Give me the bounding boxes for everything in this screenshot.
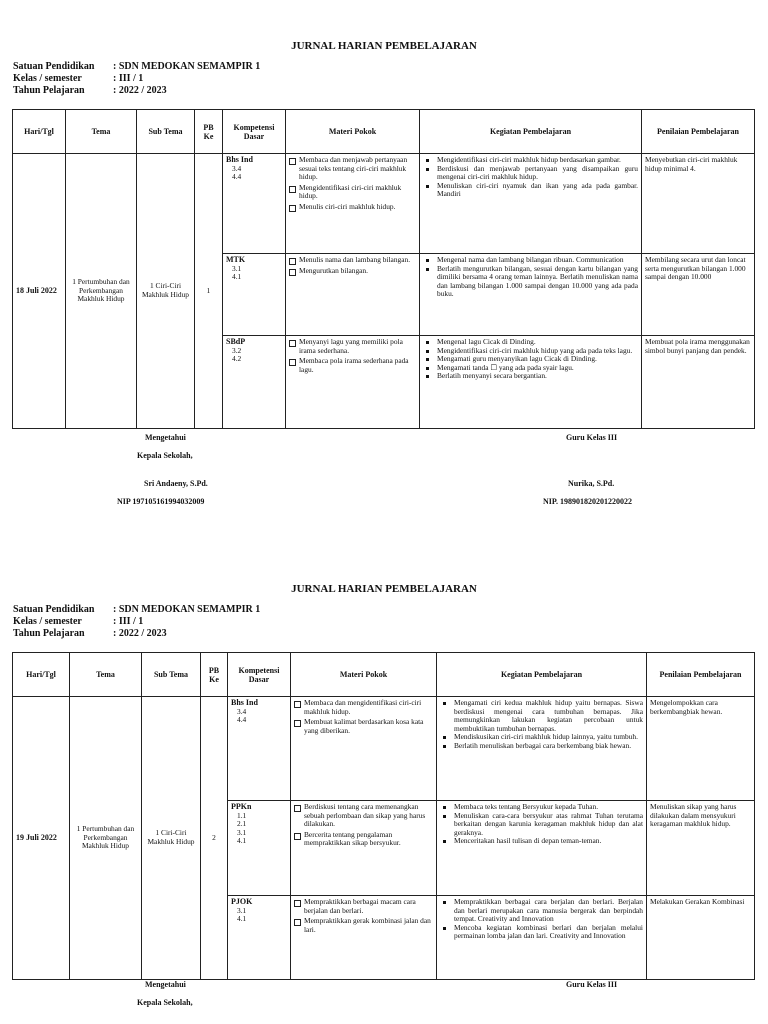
kd-subject: SBdP <box>226 337 246 346</box>
kd-cell <box>228 697 291 801</box>
tema-cell: 1 Pertumbuhan dan Perkembangan Makhluk Hidup <box>66 154 137 429</box>
kd-code: 4.4 <box>232 172 242 182</box>
materi-item: Mengurutkan bilangan. <box>289 267 416 276</box>
materi-item: Membaca pola irama sederhana pada lagu. <box>289 357 416 374</box>
header-subtema: Sub Tema <box>142 653 201 697</box>
sign-kepala-sekolah: Kepala Sekolah, <box>137 451 193 460</box>
kegiatan-item: Mendiskusikan ciri-ciri makhluk hidup lainnya, yaitu tumbuh. <box>440 733 643 742</box>
kd-code: 3.1 <box>237 827 247 837</box>
kd-cell <box>223 154 286 254</box>
header-kegiatan: Kegiatan Pembelajaran <box>420 110 642 154</box>
kd-code: 3.2 <box>232 345 242 355</box>
materi-item: Membaca dan menjawab pertanyaan sesuai teks tentang ciri-ciri makhluk hidup. <box>289 156 416 182</box>
kegiatan-item: Menuliskan ciri-ciri nyamuk dan ikan yang ada pada gambar. Mandiri <box>423 182 638 199</box>
kegiatan-item: Mempraktikkan berbagai cara berjalan dan berlari. Berjalan dan berlari merupakan cara manusia bergerak dan berpindah tempat. Creativity and Innovation <box>440 898 643 924</box>
kd-code: 3.4 <box>237 706 247 716</box>
table-row <box>13 154 755 254</box>
kd-code: 4.1 <box>237 836 247 846</box>
kegiatan-cell <box>437 697 647 801</box>
date-cell: 18 Juli 2022 <box>13 154 66 429</box>
penilaian-cell: Membilang secara urut dan loncat serta mengurutkan bilangan 1.000 sampai dengan 10.000 <box>642 254 755 336</box>
kegiatan-cell <box>420 254 642 336</box>
penilaian-cell: Mengelompokkan cara berkembangbiak hewan. <box>647 697 755 801</box>
materi-item: Menulis ciri-ciri makhluk hidup. <box>289 203 416 212</box>
kd-code: 4.1 <box>237 914 247 924</box>
kegiatan-item: Menceritakan hasil tulisan di depan teman-teman. <box>440 837 643 846</box>
meta-key: Kelas / semester <box>13 73 82 84</box>
penilaian-cell: Menuliskan sikap yang harus dilakukan dalam mensyukuri keragaman makhluk hidup. <box>647 801 755 896</box>
sign-guru-kelas: Guru Kelas III <box>566 433 618 442</box>
kd-subject: PJOK <box>231 897 253 906</box>
kegiatan-item: Mengamati ciri kedua makhluk hidup yaitu bernapas. Siswa berdiskusi mengenai cara tumbuhan bernapas. Jika memungkinkan lakukan kegiatan percobaan untuk membuktikan tumbuhan bernapas. <box>440 699 643 733</box>
materi-cell <box>291 896 437 980</box>
journal-table <box>12 652 755 980</box>
materi-cell <box>286 254 420 336</box>
kd-subject: MTK <box>226 255 246 264</box>
sign-kepala-sekolah: Kepala Sekolah, <box>137 998 193 1007</box>
materi-item: Berdiskusi tentang cara memenangkan sebuah perlombaan dan sikap yang harus dilakukan. <box>294 803 433 829</box>
sign-guru-kelas: Guru Kelas III <box>566 980 618 989</box>
header-kd: Kompetensi Dasar <box>228 653 291 697</box>
header-materi: Materi Pokok <box>291 653 437 697</box>
materi-cell <box>286 336 420 429</box>
header-penilaian: Penilaian Pembelajaran <box>642 110 755 154</box>
penilaian-cell: Menyebutkan ciri-ciri makhluk hidup minimal 4. <box>642 154 755 254</box>
kegiatan-item: Mencoba kegiatan kombinasi berlari dan berjalan melalui permainan lomba jalan dan lari. Creativity and Innovation <box>440 924 643 941</box>
header-pb: PB Ke <box>195 110 223 154</box>
pb-cell: 1 <box>195 154 223 429</box>
subtema-cell: 1 Ciri-Ciri Makhluk Hidup <box>137 154 195 429</box>
materi-item: Menulis nama dan lambang bilangan. <box>289 256 416 265</box>
header-tema: Tema <box>66 110 137 154</box>
header-materi: Materi Pokok <box>286 110 420 154</box>
kd-code: 3.4 <box>232 163 242 173</box>
materi-item: Membaca dan mengidentifikasi ciri-ciri makhluk hidup. <box>294 699 433 716</box>
meta-value: : 2022 / 2023 <box>113 85 167 96</box>
kegiatan-item: Membaca teks tentang Bersyukur kepada Tuhan. <box>440 803 643 812</box>
header-penilaian: Penilaian Pembelajaran <box>647 653 755 697</box>
meta-value: : III / 1 <box>113 616 144 627</box>
kd-cell <box>223 336 286 429</box>
pb-cell: 2 <box>201 697 228 980</box>
kd-code: 2.1 <box>237 819 247 829</box>
header-hari: Hari/Tgl <box>13 110 66 154</box>
kegiatan-item: Mengidentifikasi ciri-ciri makhluk hidup yang ada pada teks lagu. <box>423 347 638 356</box>
date-cell: 19 Juli 2022 <box>13 697 70 980</box>
materi-cell <box>291 801 437 896</box>
meta-key: Tahun Pelajaran <box>13 85 85 96</box>
meta-key: Tahun Pelajaran <box>13 628 85 639</box>
sign-teacher-name: Nurika, S.Pd. <box>568 479 615 488</box>
kd-code: 1.1 <box>237 810 247 820</box>
sign-principal-nip: NIP 197105161994032009 <box>117 497 205 506</box>
sign-teacher-nip: NIP. 198901820201220022 <box>543 497 633 506</box>
kegiatan-cell <box>420 154 642 254</box>
materi-item: Menyanyi lagu yang memiliki pola irama sederhana. <box>289 338 416 355</box>
materi-item: Bercerita tentang pengalaman mempraktikkan sikap bersyukur. <box>294 831 433 848</box>
subtema-cell: 1 Ciri-Ciri Makhluk Hidup <box>142 697 201 980</box>
kegiatan-item: Berlatih menyanyi secara bergantian. <box>423 372 638 381</box>
journal-table <box>12 109 755 429</box>
materi-item: Membuat kalimat berdasarkan kosa kata yang diberikan. <box>294 718 433 735</box>
materi-item: Mempraktikkan berbagai macam cara berjalan dan berlari. <box>294 898 433 915</box>
kegiatan-item: Mengidentifikasi ciri-ciri makhluk hidup berdasarkan gambar. <box>423 156 638 165</box>
meta-key: Satuan Pendidikan <box>13 61 95 72</box>
penilaian-cell: Membuat pola irama menggunakan simbol bunyi panjang dan pendek. <box>642 336 755 429</box>
kegiatan-item: Menuliskan cara-cara bersyukur atas rahmat Tuhan terutama berkaitan dengan karunia keragaman makhluk hidup dan alat geraknya. <box>440 812 643 838</box>
kegiatan-cell <box>420 336 642 429</box>
kd-code: 4.1 <box>232 272 242 282</box>
kd-cell <box>223 254 286 336</box>
kegiatan-item: Mengenal lagu Cicak di Dinding. <box>423 338 638 347</box>
meta-key: Satuan Pendidikan <box>13 604 95 615</box>
kegiatan-item: Berdiskusi dan menjawab pertanyaan yang disampaikan guru mengenai ciri-ciri makhluk hidup. <box>423 165 638 182</box>
kd-subject: PPKn <box>231 802 252 811</box>
sign-principal-name: Sri Andaeny, S.Pd. <box>144 479 208 488</box>
kd-cell <box>228 896 291 980</box>
header-hari: Hari/Tgl <box>13 653 70 697</box>
meta-value: : 2022 / 2023 <box>113 628 167 639</box>
kegiatan-item: Berlatih mengurutkan bilangan, sesuai dengan kartu bilangan yang dimiliki bersama 4 orang teman lainnya. Berlatih menuliskan nama dan lambang bilangan 1.000 sampai dengan 10.000 yang ada pada buku. <box>423 265 638 299</box>
kegiatan-cell <box>437 801 647 896</box>
kd-cell <box>228 801 291 896</box>
header-kegiatan: Kegiatan Pembelajaran <box>437 653 647 697</box>
header-subtema: Sub Tema <box>137 110 195 154</box>
kd-code: 3.1 <box>232 263 242 273</box>
meta-value: : SDN MEDOKAN SEMAMPIR 1 <box>113 604 261 615</box>
header-tema: Tema <box>70 653 142 697</box>
meta-value: : SDN MEDOKAN SEMAMPIR 1 <box>113 61 261 72</box>
journal-meta <box>13 61 260 97</box>
sign-mengetahui: Mengetahui <box>145 980 186 989</box>
kegiatan-item: Mengamati guru menyanyikan lagu Cicak di Dinding. <box>423 355 638 364</box>
penilaian-cell: Melakukan Gerakan Kombinasi <box>647 896 755 980</box>
meta-key: Kelas / semester <box>13 616 82 627</box>
journal-title: JURNAL HARIAN PEMBELAJARAN <box>291 40 477 52</box>
header-kd: Kompetensi Dasar <box>223 110 286 154</box>
kegiatan-cell <box>437 896 647 980</box>
materi-cell <box>291 697 437 801</box>
materi-item: Mempraktikkan gerak kombinasi jalan dan lari. <box>294 917 433 934</box>
kd-subject: Bhs Ind <box>226 155 253 164</box>
kd-code: 4.2 <box>232 354 242 364</box>
tema-cell: 1 Pertumbuhan dan Perkembangan Makhluk Hidup <box>70 697 142 980</box>
kegiatan-item: Mengenal nama dan lambang bilangan ribuan. Communication <box>423 256 638 265</box>
materi-item: Mengidentifikasi ciri-ciri makhluk hidup. <box>289 184 416 201</box>
kegiatan-item: Berlatih menuliskan berbagai cara berkembang biak hewan. <box>440 742 643 751</box>
kegiatan-item: Mengamati tanda ☐ yang ada pada syair lagu. <box>423 364 638 373</box>
meta-value: : III / 1 <box>113 73 144 84</box>
journal-title: JURNAL HARIAN PEMBELAJARAN <box>291 583 477 595</box>
table-row <box>13 697 755 801</box>
materi-cell <box>286 154 420 254</box>
header-pb: PB Ke <box>201 653 228 697</box>
kd-code: 4.4 <box>237 715 247 725</box>
kd-code: 3.1 <box>237 905 247 915</box>
journal-meta <box>13 604 260 640</box>
sign-mengetahui: Mengetahui <box>145 433 186 442</box>
kd-subject: Bhs Ind <box>231 698 258 707</box>
